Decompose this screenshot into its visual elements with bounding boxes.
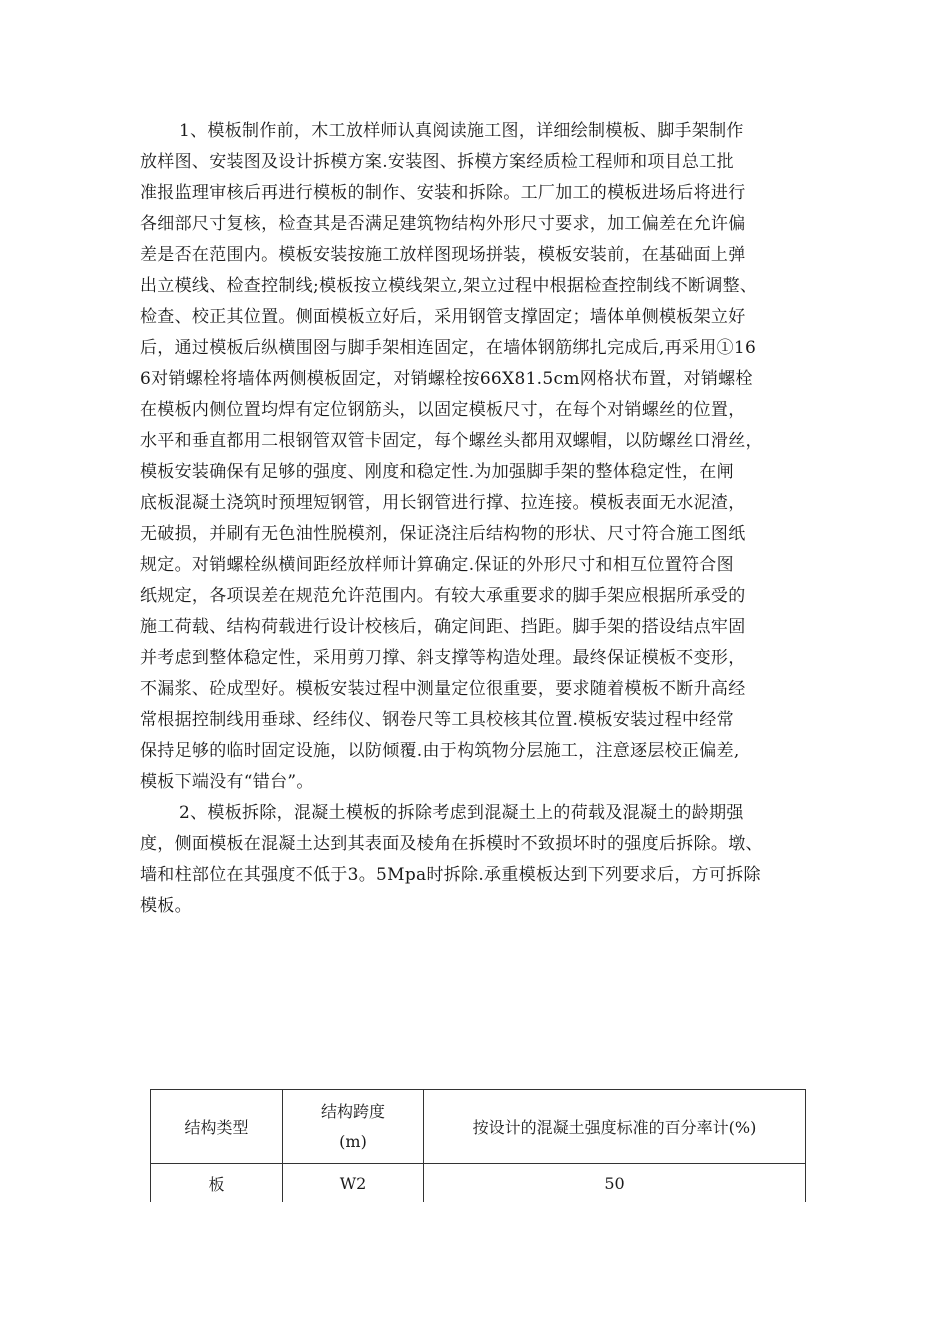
- p1-line: 出立模线、检查控制线;模板按立模线架立,架立过程中根据检查控制线不断调整、: [140, 276, 758, 296]
- p1-line: 模板安装确保有足够的强度、刚度和稳定性.为加强脚手架的整体稳定性，在闸: [140, 462, 734, 482]
- formwork-removal-table: [150, 1089, 804, 1202]
- p1-line: 模板下端没有“错台”。: [140, 772, 314, 792]
- cell-percent: 50: [424, 1164, 806, 1203]
- p1-line: 底板混凝土浇筑时预埋短钢管，用长钢管进行撑、拉连接。模板表面无水泥渣，: [140, 493, 746, 513]
- p2-line: 度，侧面模板在混凝土达到其表面及棱角在拆模时不致损坏时的强度后拆除。墩、: [140, 834, 763, 854]
- table-header-row: [151, 1090, 806, 1164]
- header-strength-percent: 按设计的混凝土强度标准的百分率计(%): [424, 1090, 806, 1164]
- p1-line: 检查、校正其位置。侧面模板立好后，采用钢管支撑固定；墙体单侧模板架立好: [140, 307, 746, 327]
- body-text: [140, 116, 830, 922]
- p2-line: 模板。: [140, 896, 192, 916]
- cell-span: W2: [283, 1164, 424, 1203]
- p1-line: 规定。对销螺栓纵横间距经放样师计算确定.保证的外形尺寸和相互位置符合图: [140, 555, 734, 575]
- p1-line: 6对销螺栓将墙体两侧模板固定，对销螺栓按66X81.5cm网格状布置，对销螺栓: [140, 369, 753, 389]
- p1-line: 放样图、安装图及设计拆模方案.安装图、拆模方案经质检工程师和项目总工批: [140, 152, 734, 172]
- p1-line: 各细部尺寸复核，检查其是否满足建筑物结构外形尺寸要求，加工偏差在允许偏: [140, 214, 746, 234]
- p1-line: 1、模板制作前，木工放样师认真阅读施工图，详细绘制模板、脚手架制作: [179, 121, 744, 141]
- cell-type: 板: [151, 1164, 283, 1203]
- p1-line: 无破损，并刷有无色油性脱模剂，保证浇注后结构物的形状、尺寸符合施工图纸: [140, 524, 746, 544]
- header-span-label: 结构跨度: [320, 1101, 385, 1121]
- p1-line: 常根据控制线用垂球、经纬仪、钢卷尺等工具校核其位置.模板安装过程中经常: [140, 710, 734, 730]
- p2-line: 2、模板拆除，混凝土模板的拆除考虑到混凝土上的荷载及混凝土的龄期强: [179, 803, 744, 823]
- header-structure-type: 结构类型: [151, 1090, 283, 1164]
- requirements-table: [150, 1089, 806, 1202]
- p1-line: 差是否在范围内。模板安装按施工放样图现场拼装，模板安装前，在基础面上弹: [140, 245, 746, 265]
- p1-line: 保持足够的临时固定设施，以防倾覆.由于构筑物分层施工，注意逐层校正偏差,: [140, 741, 740, 761]
- p1-line: 施工荷载、结构荷载进行设计校核后，确定间距、挡距。脚手架的搭设结点牢固: [140, 617, 746, 637]
- p1-line: 在模板内侧位置均焊有定位钢筋头，以固定模板尺寸，在每个对销螺丝的位置，: [140, 400, 746, 420]
- p1-line: 并考虑到整体稳定性，采用剪刀撑、斜支撑等构造处理。最终保证模板不变形，: [140, 648, 746, 668]
- p1-line: 纸规定，各项误差在规范允许范围内。有较大承重要求的脚手架应根据所承受的: [140, 586, 746, 606]
- p1-line: 准报监理审核后再进行模板的制作、安装和拆除。工厂加工的模板进场后将进行: [140, 183, 746, 203]
- p2-line: 墙和柱部位在其强度不低于3。5Mpa时拆除.承重模板达到下列要求后，方可拆除: [140, 865, 761, 885]
- p1-line: 后，通过模板后纵横围囹与脚手架相连固定，在墙体钢筋绑扎完成后,再采用①16: [140, 338, 757, 358]
- header-structure-span: [283, 1090, 424, 1164]
- p1-line: 水平和垂直都用二根钢管双管卡固定，每个螺丝头都用双螺帽，以防螺丝口滑丝，: [140, 431, 763, 451]
- header-span-unit: (m): [339, 1131, 367, 1151]
- p1-line: 不漏浆、砼成型好。模板安装过程中测量定位很重要，要求随着模板不断升高经: [140, 679, 746, 699]
- table-row: [151, 1164, 806, 1203]
